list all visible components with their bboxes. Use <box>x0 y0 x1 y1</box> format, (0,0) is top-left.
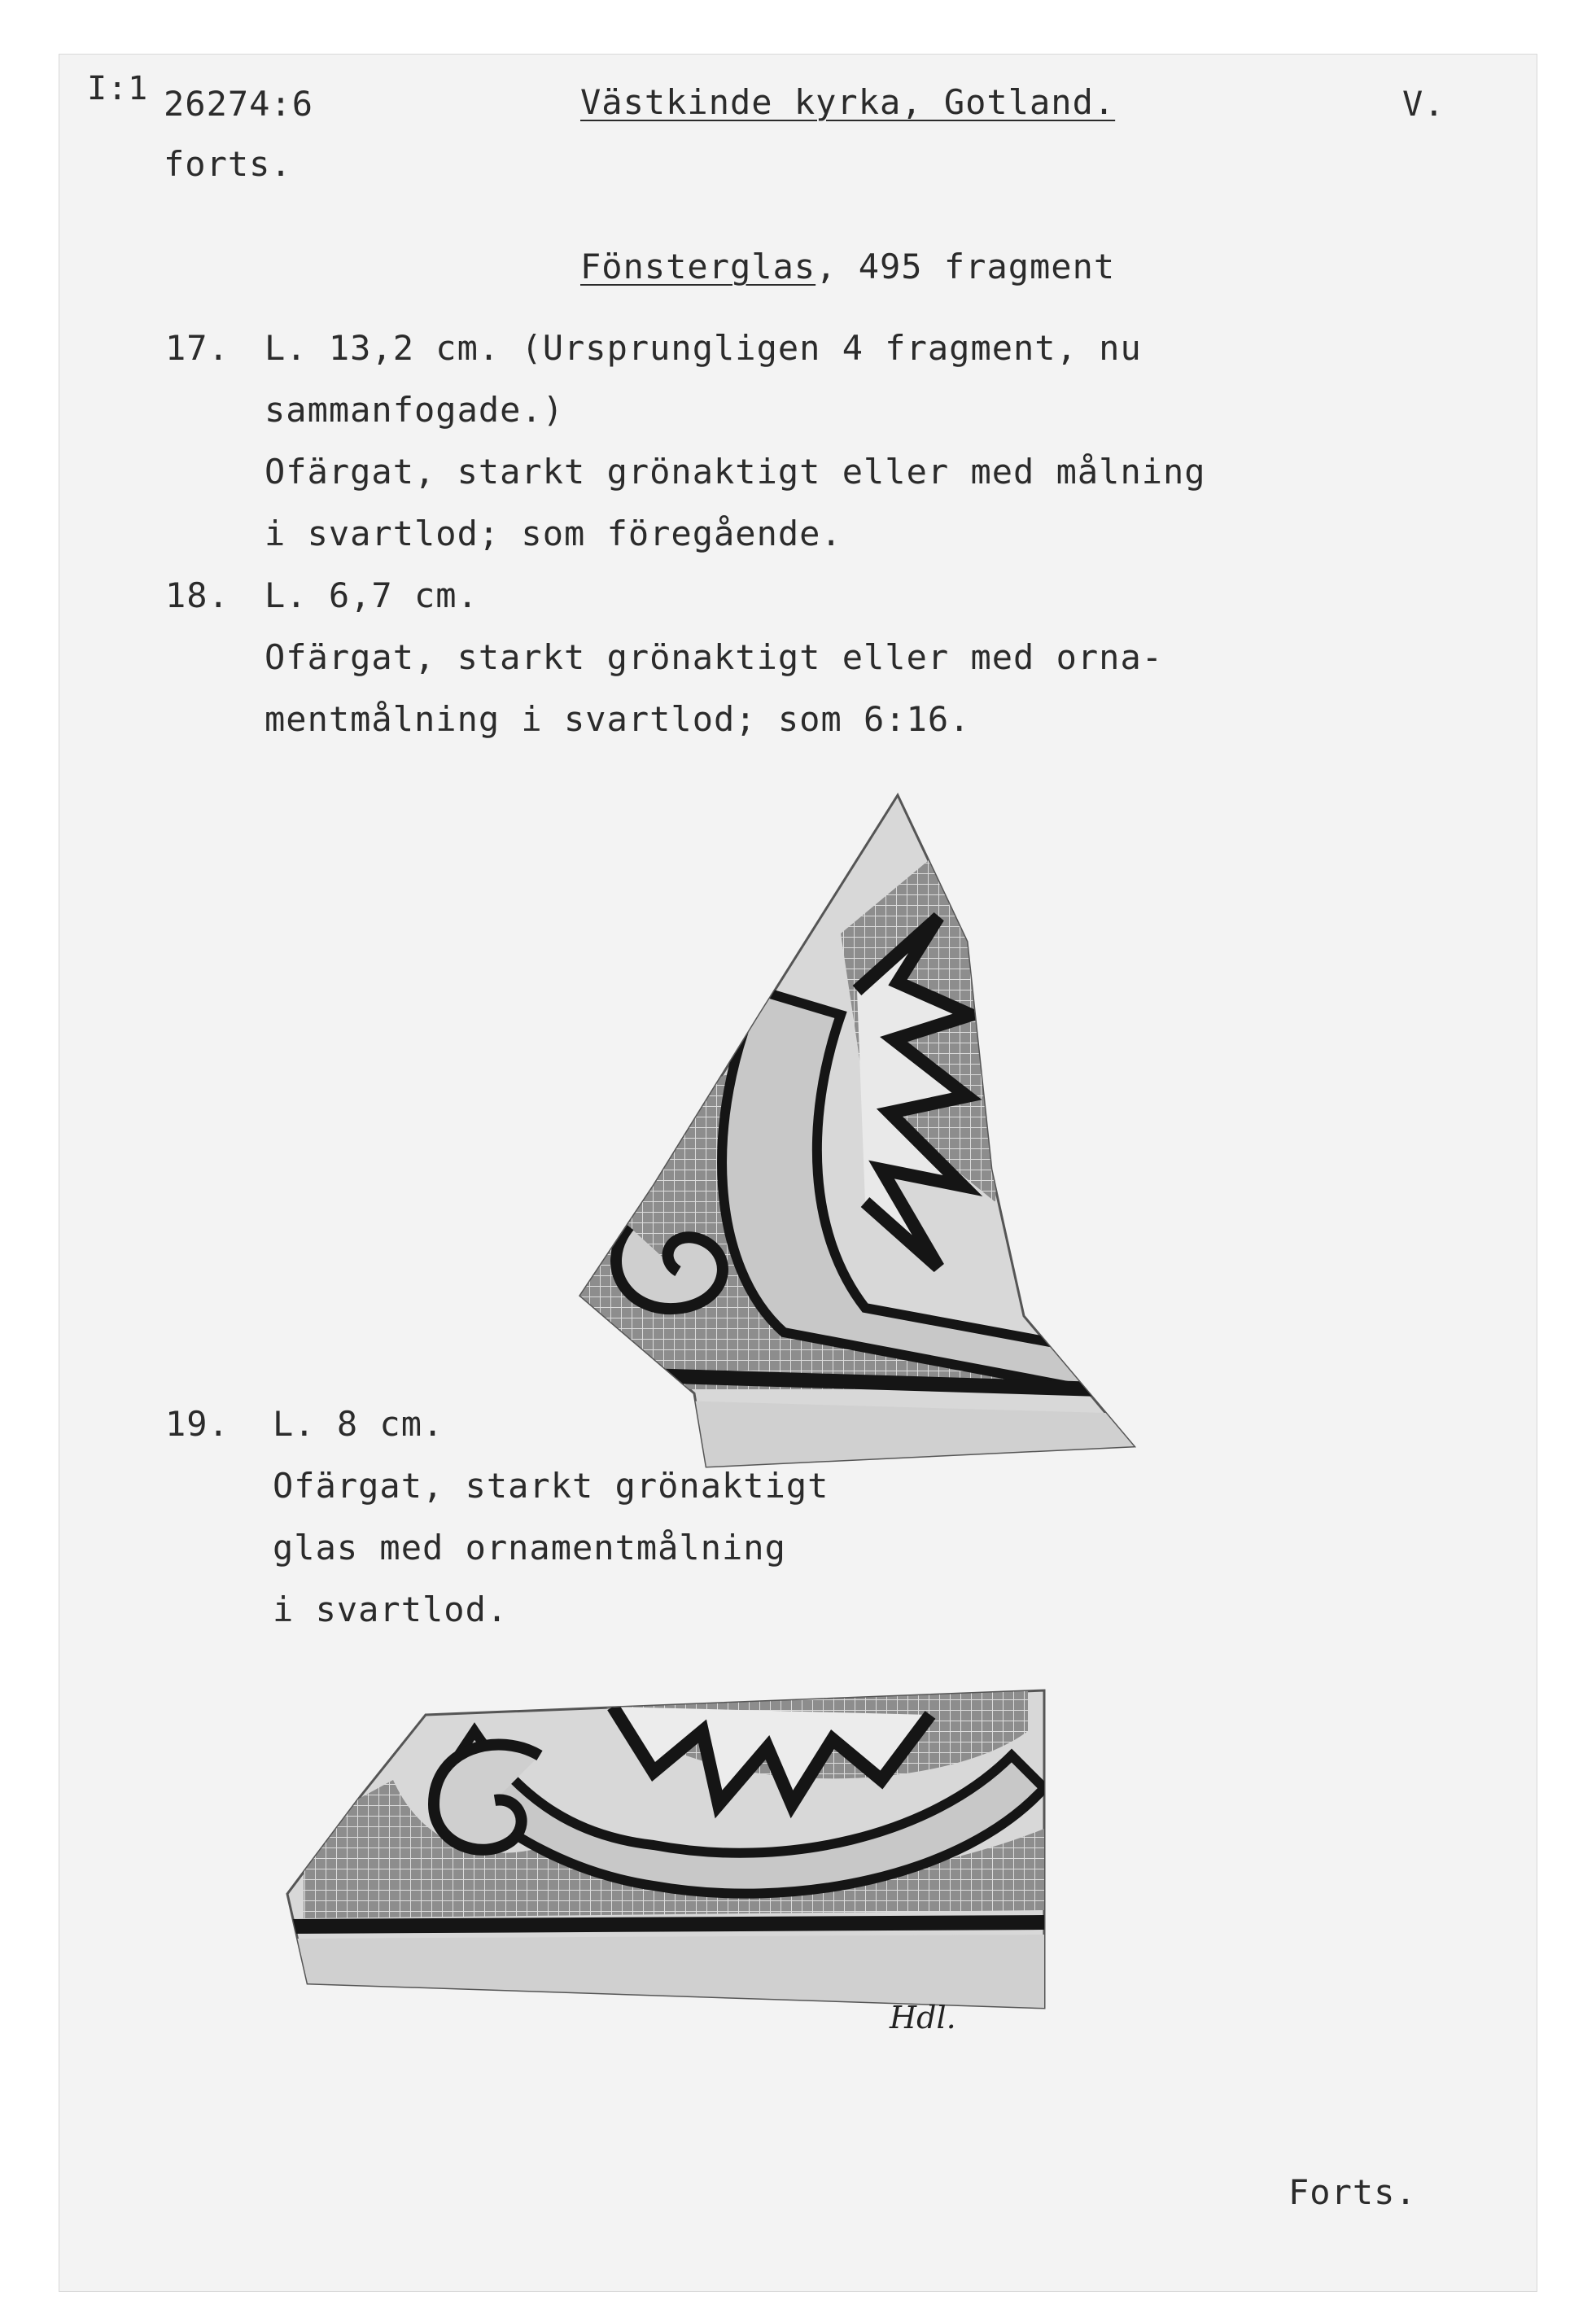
signature: Hdl. <box>890 2000 956 2035</box>
subject-rest: , 495 fragment <box>815 247 1116 286</box>
catalog-number: 26274:6 <box>164 84 314 124</box>
fragment-19-drawing <box>230 1625 1085 2081</box>
entry-19-line-4: i svartlod. <box>273 1589 509 1629</box>
card-prefix: I:1 <box>87 70 149 107</box>
section-mark: V. <box>1402 84 1445 124</box>
continued-from: forts. <box>164 144 292 184</box>
entry-19-number: 19. <box>165 1404 230 1444</box>
subject-type: Fönsterglas <box>580 247 816 286</box>
entry-19-line-3: glas med ornamentmålning <box>273 1528 786 1568</box>
entry-18-line-3: mentmålning i svartlod; som 6:16. <box>265 699 971 739</box>
fragment-19-lead-line <box>287 1922 1044 1926</box>
entry-17-line-3: Ofärgat, starkt grönaktigt eller med målning <box>265 452 1206 492</box>
catalog-card <box>59 54 1537 2292</box>
entry-18-line-2: Ofärgat, starkt grönaktigt eller med orna- <box>265 637 1164 677</box>
entry-19-line-1: L. 8 cm. <box>273 1404 444 1444</box>
location-heading: Västkinde kyrka, Gotland. <box>580 82 1116 122</box>
entry-17-number: 17. <box>165 328 230 368</box>
subject-heading <box>580 247 1116 286</box>
entry-17-line-4: i svartlod; som föregående. <box>265 514 842 553</box>
entry-18-line-1: L. 6,7 cm. <box>265 575 479 615</box>
entry-19-line-2: Ofärgat, starkt grönaktigt <box>273 1466 829 1506</box>
fragment-18-scroll <box>616 1227 723 1309</box>
fragment-18-drawing <box>515 746 1150 1479</box>
continued-to: Forts. <box>1288 2172 1417 2212</box>
entry-18-number: 18. <box>165 575 230 615</box>
entry-17-line-1: L. 13,2 cm. (Ursprungligen 4 fragment, nu <box>265 328 1142 368</box>
entry-17-line-2: sammanfogade.) <box>265 390 565 430</box>
